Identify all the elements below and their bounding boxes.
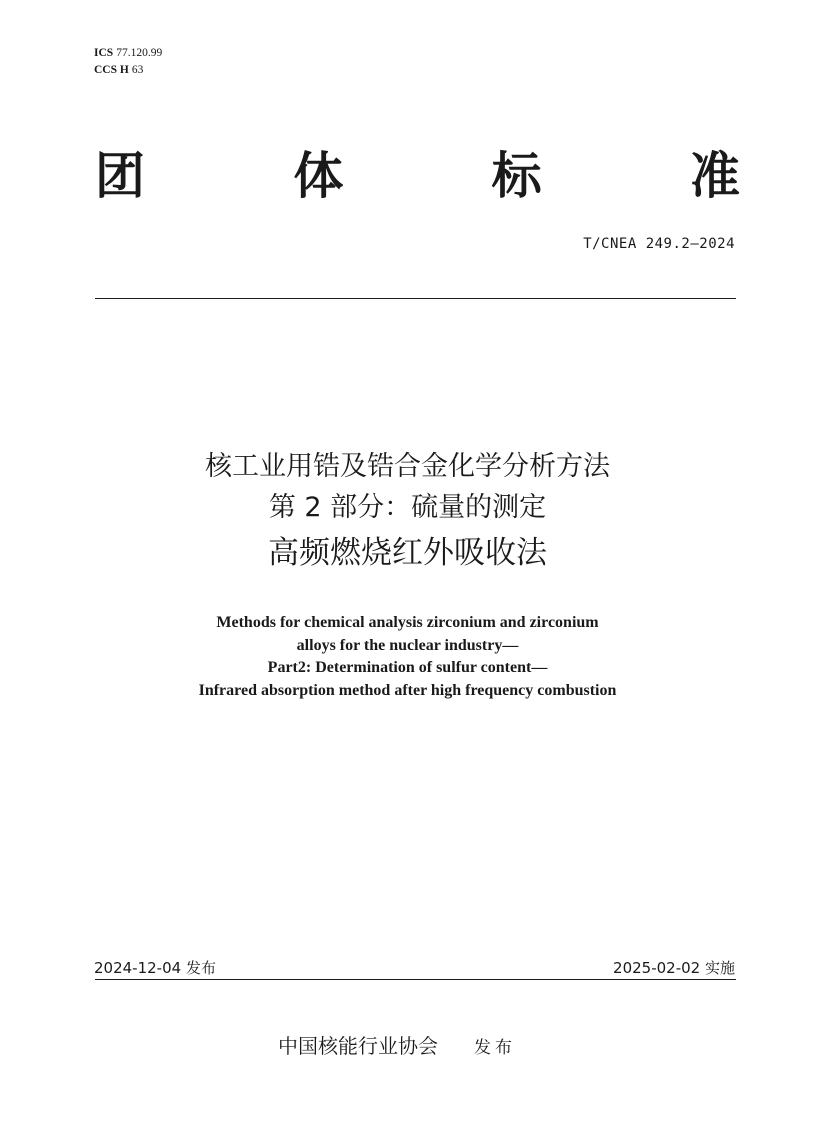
publisher-action: 发布 bbox=[474, 1038, 516, 1058]
chinese-title-line-3: 高频燃烧红外吸收法 bbox=[268, 535, 547, 571]
standard-type-title bbox=[95, 146, 740, 206]
ccs-code bbox=[94, 62, 162, 79]
standard-type-char-2: 体 bbox=[293, 146, 344, 205]
chinese-title-line-1: 核工业用锆及锆合金化学分析方法 bbox=[205, 451, 610, 482]
bottom-divider bbox=[95, 979, 736, 980]
english-title-line-4: Infrared absorption method after high frequency combustion bbox=[198, 681, 617, 699]
standard-type-char-1: 团 bbox=[95, 146, 145, 205]
standard-type-char-3: 标 bbox=[491, 146, 542, 205]
english-title-line-3: Part2: Determination of sulfur content— bbox=[267, 659, 548, 676]
ccs-label: CCS H bbox=[94, 64, 129, 76]
ics-value: 77.120.99 bbox=[116, 47, 163, 59]
ics-label: ICS bbox=[94, 47, 114, 59]
implementation-date: 2025-02-02 实施 bbox=[613, 959, 735, 977]
classification-codes bbox=[94, 45, 162, 79]
top-divider bbox=[95, 298, 736, 299]
standard-type-char-4: 准 bbox=[689, 146, 740, 205]
ccs-value: 63 bbox=[131, 64, 144, 76]
english-title-line-2: alloys for the nuclear industry— bbox=[296, 636, 519, 654]
standard-number: T/CNEA 249.2—2024 bbox=[583, 236, 735, 252]
publisher bbox=[278, 1030, 516, 1059]
publisher-name: 中国核能行业协会 bbox=[278, 1034, 438, 1058]
chinese-title-line-2: 第 2 部分：硫量的测定 bbox=[268, 492, 547, 523]
english-title-line-1: Methods for chemical analysis zirconium and zirconium bbox=[216, 614, 599, 631]
ics-code bbox=[94, 45, 162, 62]
english-title bbox=[0, 612, 815, 702]
issue-date: 2024-12-04 发布 bbox=[94, 959, 216, 977]
